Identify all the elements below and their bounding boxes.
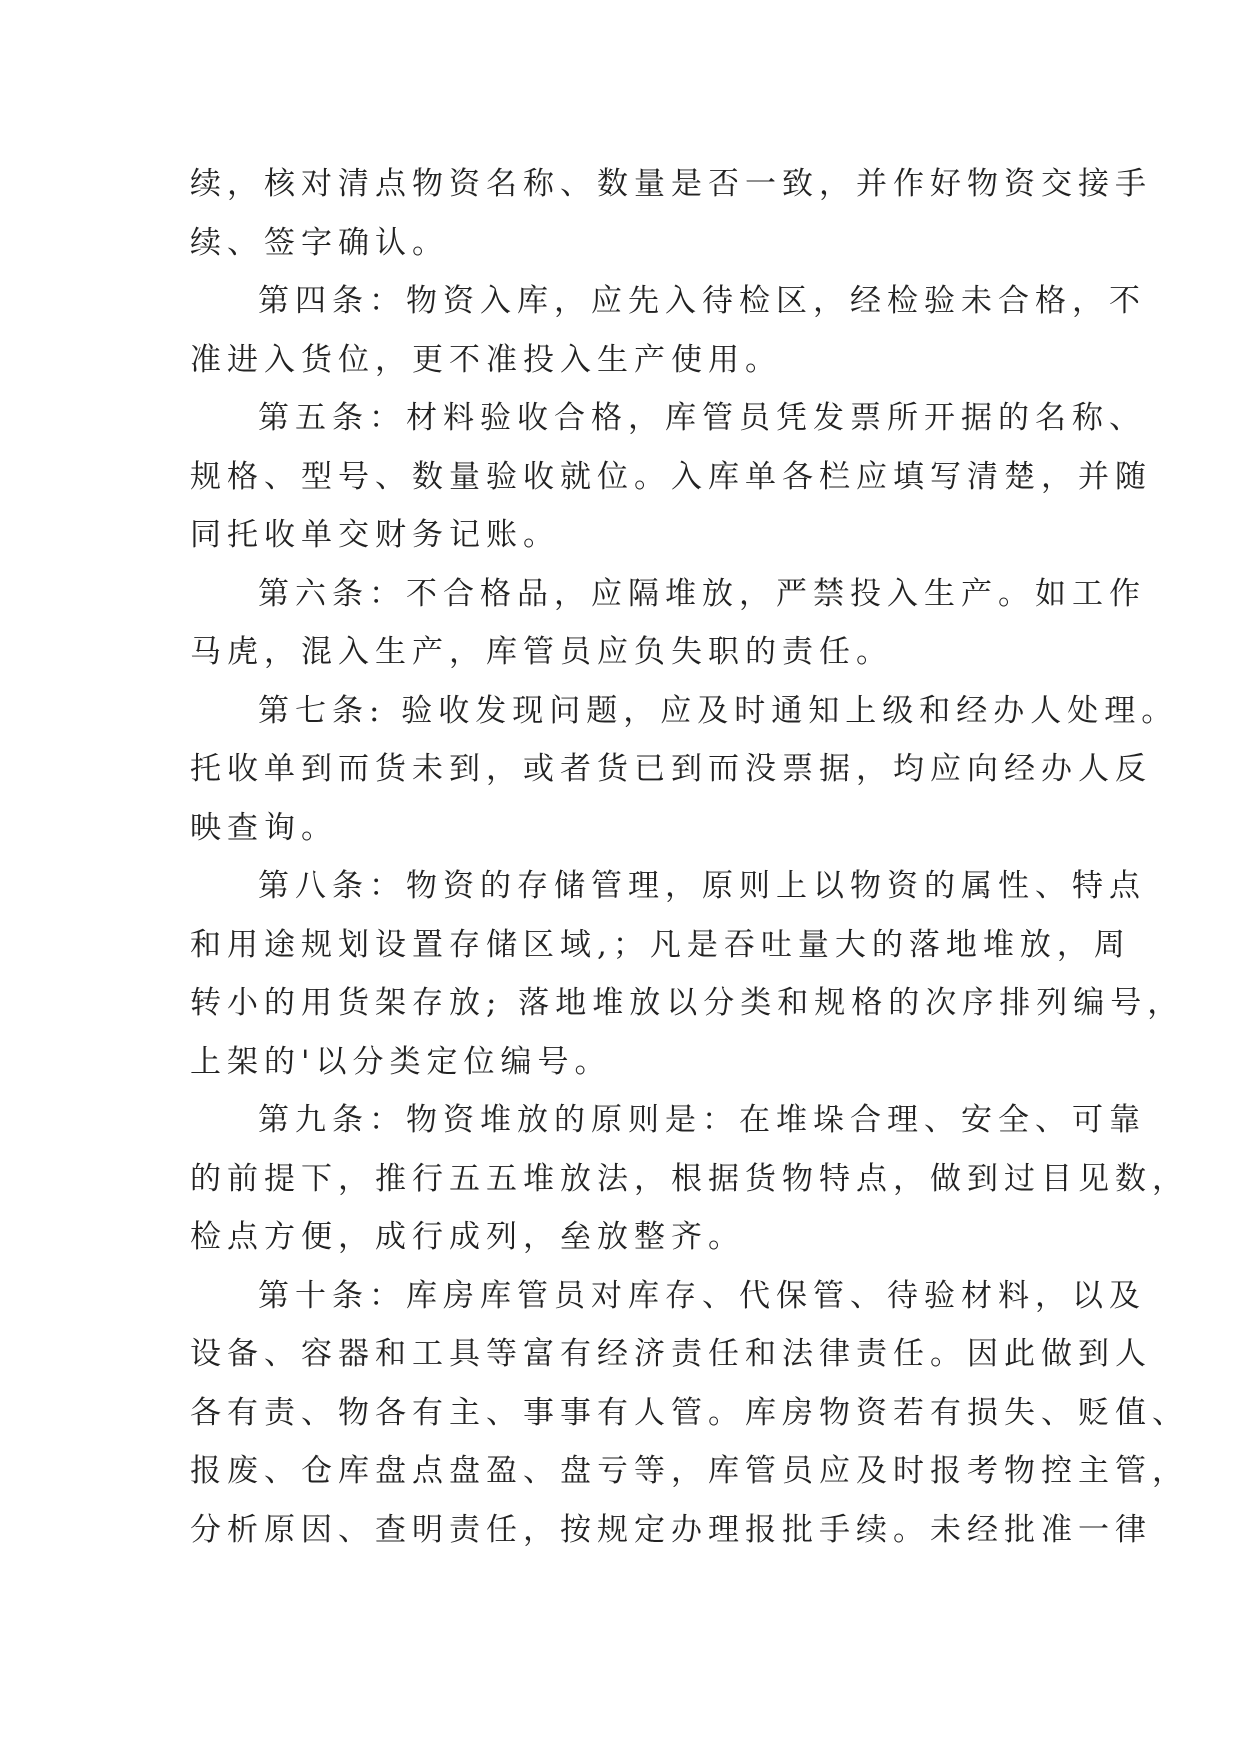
text-line: 上架的'以分类定位编号。 xyxy=(190,1043,612,1080)
text-line: 第七条: 验收发现问题，应及时通知上级和经办人处理。 xyxy=(258,692,1179,729)
text-line: 续，核对清点物资名称、数量是否一致，并作好物资交接手 xyxy=(190,166,1152,202)
text-line: 马虎，混入生产，库管员应负失职的责任。 xyxy=(190,634,893,670)
paragraph-article-10 xyxy=(190,1267,1189,1560)
text-line: 规格、型号、数量验收就位。入库单各栏应填写清楚，并随 xyxy=(190,458,1152,495)
text-line: 托收单到而货未到，或者货已到而没票据，均应向经办人反 xyxy=(190,751,1152,787)
text-line: 检点方便，成行成列，垒放整齐。 xyxy=(190,1219,745,1255)
paragraph-article-9 xyxy=(190,1091,1189,1267)
paragraph-article-5 xyxy=(190,389,1152,565)
text-line: 第六条：不合格品，应隔堆放，严禁投入生产。如工作 xyxy=(258,575,1146,612)
text-line: 第十条：库房库管员对库存、代保管、待验材料，以及 xyxy=(258,1277,1146,1314)
paragraph-article-6 xyxy=(190,565,1146,682)
paragraph-article-8 xyxy=(190,857,1185,1091)
text-line: 准进入货位，更不准投入生产使用。 xyxy=(190,341,782,378)
text-line: 报废、仓库盘点盘盈、盘亏等，库管员应及时报考物控主管， xyxy=(190,1453,1189,1489)
paragraph-continuation xyxy=(190,155,1152,272)
text-line: 第四条：物资入库，应先入待检区，经检验未合格，不 xyxy=(258,283,1146,319)
text-line: 分析原因、查明责任，按规定办理报批手续。未经批准一律 xyxy=(190,1511,1152,1548)
text-line: 设备、容器和工具等富有经济责任和法律责任。因此做到人 xyxy=(190,1336,1152,1372)
text-line: 续、签字确认。 xyxy=(190,224,449,261)
text-line: 的前提下，推行五五堆放法，根据货物特点，做到过目见数， xyxy=(190,1160,1189,1197)
document-page xyxy=(190,155,1189,1559)
text-line: 和用途规划设置存储区域,；凡是吞吐量大的落地堆放，周 xyxy=(190,926,1131,963)
paragraph-article-4 xyxy=(190,272,1146,389)
text-line: 转小的用货架存放; 落地堆放以分类和规格的次序排列编号， xyxy=(190,985,1185,1021)
paragraph-article-7 xyxy=(190,682,1179,858)
text-line: 第五条：材料验收合格，库管员凭发票所开据的名称、 xyxy=(258,400,1146,436)
text-line: 第八条：物资的存储管理，原则上以物资的属性、特点 xyxy=(258,868,1146,904)
text-line: 第九条：物资堆放的原则是：在堆垛合理、安全、可靠 xyxy=(258,1102,1146,1138)
text-line: 映查询。 xyxy=(190,809,338,846)
text-line: 同托收单交财务记账。 xyxy=(190,517,560,553)
text-line: 各有责、物各有主、事事有人管。库房物资若有损失、贬值、 xyxy=(190,1394,1189,1431)
